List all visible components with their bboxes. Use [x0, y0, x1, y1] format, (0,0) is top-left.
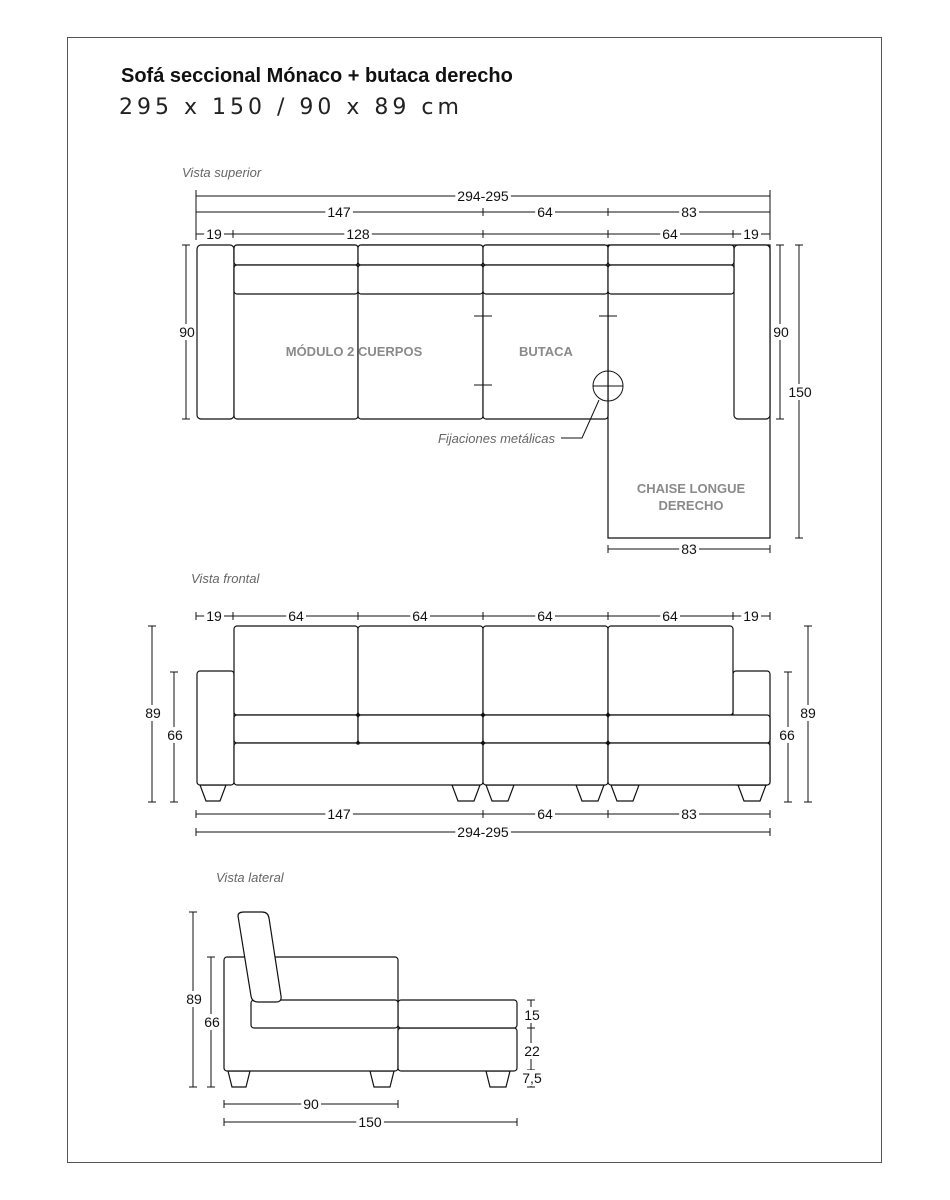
dim-front-19-right: 19 — [743, 608, 759, 624]
module-2-label: MÓDULO 2 CUERPOS — [285, 344, 423, 359]
seat-cushion-1 — [234, 715, 358, 743]
butaca-label: BUTACA — [519, 344, 573, 359]
backrest-top-3 — [483, 245, 608, 265]
chaise-label-line1: CHAISE LONGUE — [636, 481, 746, 496]
left-arm-front — [197, 671, 234, 785]
cushion-top-2 — [358, 265, 483, 294]
base-module-2 — [234, 743, 483, 785]
backrest-top-4 — [608, 245, 734, 265]
dim-front-147: 147 — [327, 806, 351, 822]
front-view-sofa — [197, 626, 770, 801]
dim-front-64-3: 64 — [537, 608, 553, 624]
right-arm-top — [734, 245, 770, 419]
cushion-top-4 — [608, 265, 734, 294]
side-chaise-cushion — [398, 1000, 517, 1028]
base-chaise — [608, 743, 770, 785]
side-view-sofa — [224, 912, 517, 1087]
dim-top-150: 150 — [788, 384, 812, 400]
dim-side-150: 150 — [358, 1114, 382, 1130]
seat-cushion-2 — [358, 715, 483, 743]
dim-side-66: 66 — [204, 1014, 220, 1030]
fixation-callout: Fijaciones metálicas — [437, 431, 555, 446]
dim-side-89: 89 — [186, 991, 202, 1007]
foot-4 — [576, 785, 604, 801]
side-chaise-base — [398, 1028, 517, 1071]
dim-side-90: 90 — [303, 1096, 319, 1112]
foot-6 — [738, 785, 766, 801]
dim-front-19-left: 19 — [206, 608, 222, 624]
top-view-label: Vista superior — [182, 165, 262, 180]
back-cushion-4 — [608, 626, 733, 715]
dim-front-89-left: 89 — [145, 705, 161, 721]
backrest-top-2 — [358, 245, 483, 265]
dim-top-19-right: 19 — [743, 226, 759, 242]
dim-side-15: 15 — [524, 1007, 540, 1023]
dim-front-83: 83 — [681, 806, 697, 822]
dim-top-64-right: 64 — [662, 226, 678, 242]
dim-top-90-right: 90 — [773, 324, 789, 340]
back-cushion-2 — [358, 626, 483, 715]
foot-1 — [200, 785, 226, 801]
dim-front-64-2: 64 — [412, 608, 428, 624]
dim-side-22: 22 — [524, 1043, 540, 1059]
dim-top-total: 294-295 — [457, 188, 509, 204]
foot-5 — [611, 785, 639, 801]
dim-front-64-bottom: 64 — [537, 806, 553, 822]
cushion-top-1 — [234, 265, 358, 294]
dim-top-83-bottom: 83 — [681, 541, 697, 557]
dim-front-66-left: 66 — [167, 727, 183, 743]
front-view-label: Vista frontal — [191, 571, 260, 586]
dim-front-89-right: 89 — [800, 705, 816, 721]
side-foot-1 — [228, 1071, 250, 1087]
dim-top-128: 128 — [346, 226, 370, 242]
seat-cushion-4 — [608, 715, 770, 743]
chaise-label-line2: DERECHO — [658, 498, 724, 513]
side-view-label: Vista lateral — [216, 870, 284, 885]
side-foot-3 — [486, 1071, 510, 1087]
page-subtitle: 295 x 150 / 90 x 89 cm — [119, 95, 463, 120]
dim-top-83: 83 — [681, 204, 697, 220]
dim-front-66-right: 66 — [779, 727, 795, 743]
back-cushion-1 — [234, 626, 358, 715]
cushion-top-3 — [483, 265, 608, 294]
foot-2 — [452, 785, 480, 801]
back-cushion-3 — [483, 626, 608, 715]
dim-top-64: 64 — [537, 204, 553, 220]
backrest-top-1 — [234, 245, 358, 265]
dim-top-19-left: 19 — [206, 226, 222, 242]
dim-top-147: 147 — [327, 204, 351, 220]
side-foot-2 — [370, 1071, 394, 1087]
base-butaca — [483, 743, 608, 785]
side-seat-cushion — [251, 1000, 398, 1028]
foot-3 — [486, 785, 514, 801]
dim-top-90-left: 90 — [179, 324, 195, 340]
dim-side-7-5: 7,5 — [522, 1070, 542, 1086]
left-arm-top — [197, 245, 234, 419]
seat-cushion-3 — [483, 715, 608, 743]
dim-front-64-4: 64 — [662, 608, 678, 624]
dim-front-64-1: 64 — [288, 608, 304, 624]
dim-front-total: 294-295 — [457, 824, 509, 840]
page-title: Sofá seccional Mónaco + butaca derecho — [121, 65, 513, 87]
